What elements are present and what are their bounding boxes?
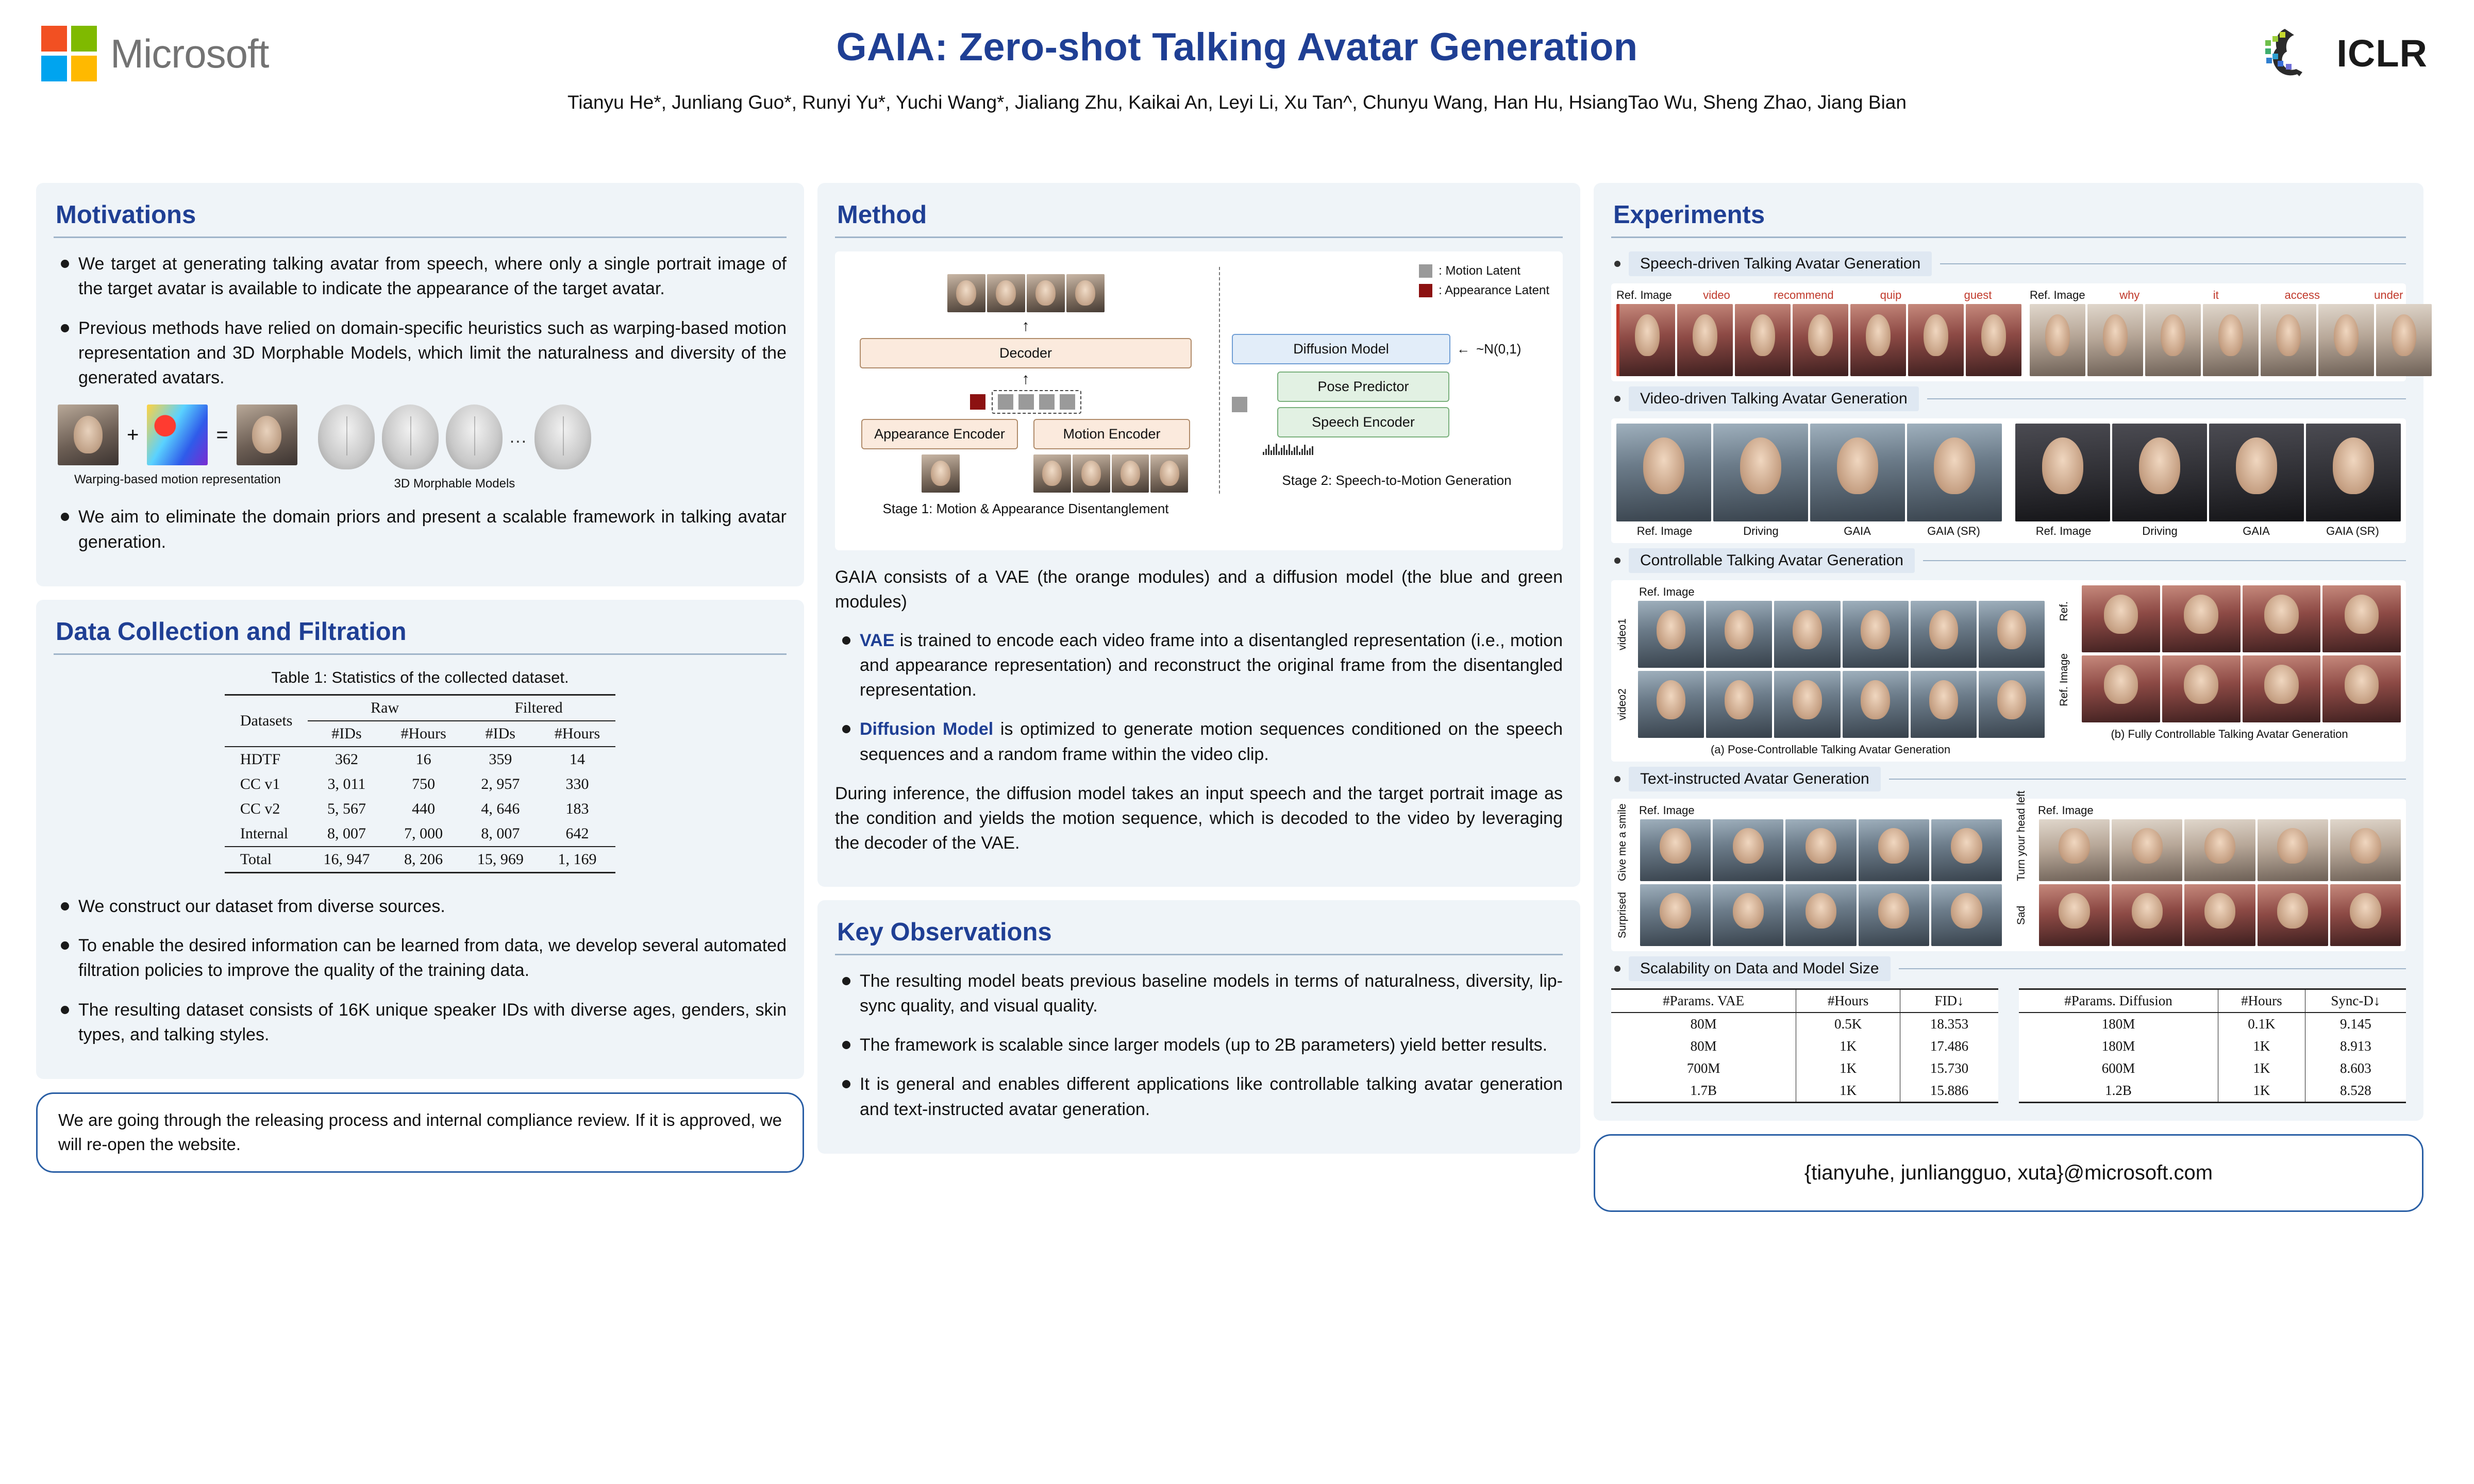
ref-image-label: Ref. Image — [2030, 289, 2085, 301]
subsection-label: Text-instructed Avatar Generation — [1629, 767, 1881, 791]
cell-total-label: Total — [225, 847, 308, 873]
cell-dataset: CC v1 — [240, 775, 280, 792]
row-label: video2 — [1616, 688, 1628, 720]
key-observations-panel — [817, 900, 1580, 1154]
col-label: Driving — [2142, 525, 2178, 537]
cell-syncd: 9.145 — [2305, 1013, 2406, 1035]
cell-fid: 15.730 — [1900, 1057, 1998, 1080]
motivations-panel — [36, 183, 804, 586]
word-label: quip — [1880, 289, 1902, 301]
col-params-vae: #Params. VAE — [1611, 989, 1796, 1013]
col-hours: #Hours — [1796, 989, 1900, 1013]
ref-image-label: Ref. Image — [2038, 804, 2094, 817]
morphable-caption: 3D Morphable Models — [394, 477, 515, 491]
cell-flt-hours: 14 — [539, 747, 615, 772]
ref-image-label: Ref. Image — [1639, 585, 1695, 598]
frame-row — [2030, 304, 2432, 376]
table-row — [1611, 1013, 1998, 1035]
list-item: We target at generating talking avatar from speech, where only a single portrait image of the target avatar is available to indicate the appearance of the target avatar. — [54, 251, 787, 301]
cell-hours: 1K — [2218, 1057, 2305, 1080]
cell-hours: 1K — [1796, 1035, 1900, 1057]
appearance-encoder-block: Appearance Encoder — [861, 419, 1018, 449]
page-title: GAIA: Zero-shot Talking Avatar Generation — [836, 25, 1638, 69]
table-row — [225, 772, 615, 797]
frame-row — [1640, 819, 2002, 881]
right-column — [1594, 183, 2423, 1212]
microsoft-logo — [41, 26, 269, 81]
cell-hours: 1K — [2218, 1035, 2305, 1057]
cell-syncd: 8.603 — [2305, 1057, 2406, 1080]
cell-total-raw-hours: 8, 206 — [385, 847, 461, 873]
cell-params: 600M — [2101, 1060, 2135, 1076]
method-intro: GAIA consists of a VAE (the orange modules) and a diffusion model (the blue and green modules) — [835, 567, 1563, 612]
method-closing: During inference, the diffusion model takes an input speech and the target portrait image as the condition and yields the motion sequence, which is decoded to the video by leveraging the decoder of the VAE. — [835, 783, 1563, 853]
col-label: Ref. Image — [2035, 525, 2092, 537]
speech-encoder-block: Speech Encoder — [1277, 407, 1449, 437]
motion-latent-icon — [1232, 397, 1247, 412]
cell-params: 1.7B — [1611, 1080, 1796, 1103]
list-item: To enable the desired information can be learned from data, we develop several automated filtration policies to improve the quality of the training data. — [54, 933, 787, 983]
word-label: guest — [1964, 289, 1992, 301]
encoders-row — [845, 419, 1206, 449]
col-raw-hours: #Hours — [400, 724, 446, 742]
cell-flt-ids: 2, 957 — [481, 775, 520, 792]
author-list: Tianyu He*, Junliang Guo*, Runyi Yu*, Yuchi Wang*, Jialiang Zhu, Kaikai An, Leyi Li, Xu Tan^, Chunyu Wang, Han Hu, HsiangTao Wu, Sheng Zhao, Jiang Bian — [567, 92, 1907, 113]
col-label: Driving — [1743, 525, 1779, 537]
motion-latent-sequence — [992, 390, 1081, 414]
cell-hours: 1K — [1796, 1080, 1900, 1103]
col-hours: #Hours — [2218, 989, 2305, 1013]
cell-hours: 0.5K — [1796, 1013, 1900, 1035]
title-block — [567, 25, 1907, 115]
contact-email: {tianyuhe, junliangguo, xuta}@microsoft.com — [1804, 1161, 2213, 1184]
list-item: It is general and enables different applications like controllable talking avatar generation and text-instructed avatar generation. — [835, 1072, 1563, 1122]
morphable-figure — [318, 404, 591, 491]
table-row — [1611, 1035, 1998, 1057]
table-total-row — [225, 847, 615, 873]
stage1-area — [845, 274, 1206, 517]
frame-row — [1638, 601, 2045, 668]
source-face-image — [58, 404, 119, 465]
poster-body — [0, 183, 2474, 1212]
divider — [54, 653, 787, 655]
stage1-caption: Stage 1: Motion & Appearance Disentanglement — [882, 501, 1169, 516]
col-datasets: Datasets — [225, 695, 308, 747]
key-observations-bullets — [835, 969, 1563, 1122]
table-row — [225, 747, 615, 772]
release-note-text: We are going through the releasing process and internal compliance review. If it is approved, we will re-open the website. — [58, 1110, 782, 1154]
ref-image-label: Ref. Image — [2058, 653, 2070, 706]
arrow-up-icon: ↑ — [1022, 317, 1030, 334]
cell-flt-hours: 330 — [565, 775, 589, 792]
appearance-latent-icon — [970, 394, 985, 410]
table-row — [1611, 1057, 1998, 1080]
appearance-latent-swatch-icon — [1419, 284, 1432, 297]
pose-predictor-block: Pose Predictor — [1277, 372, 1449, 402]
list-item: We construct our dataset from diverse sources. — [54, 894, 787, 919]
word-label: video — [1703, 289, 1730, 301]
diffusion-model-block: Diffusion Model — [1232, 334, 1450, 364]
list-item — [835, 628, 1563, 703]
cell-syncd: 8.528 — [2305, 1080, 2406, 1103]
input-frames-row — [845, 454, 1206, 493]
col-label: Ref. Image — [1636, 525, 1693, 537]
cell-params: 700M — [1686, 1060, 1720, 1076]
iclr-logo — [2262, 25, 2428, 81]
table-row — [2019, 1013, 2406, 1035]
table-row — [2019, 1035, 2406, 1057]
row-label: video1 — [1616, 618, 1628, 650]
scalability-tables — [1611, 988, 2406, 1103]
subsection-controllable — [1614, 548, 2406, 573]
word-label: access — [2284, 289, 2320, 301]
subsection-label: Speech-driven Talking Avatar Generation — [1629, 251, 1932, 276]
cell-fid: 18.353 — [1900, 1013, 1998, 1035]
text-instructed-figure — [1611, 790, 2406, 951]
noise-label: ~N(0,1) — [1476, 341, 1522, 357]
diffusion-desc: is optimized to generate motion sequences conditioned on the speech sequences and a random frame within the video clip. — [860, 719, 1563, 764]
method-diagram — [835, 251, 1563, 550]
key-observations-title: Key Observations — [837, 918, 1052, 946]
figure-caption-a: (a) Pose-Controllable Talking Avatar Generation — [1710, 743, 1951, 756]
row-label: Sad — [2015, 905, 2027, 925]
iclr-mark-icon — [2262, 25, 2324, 81]
cell-total-flt-hours: 1, 169 — [539, 847, 615, 873]
table-row — [1611, 1080, 1998, 1103]
equals-sign: = — [216, 423, 228, 446]
decoder-block: Decoder — [860, 338, 1192, 368]
motivations-bullets — [54, 251, 787, 390]
cell-raw-hours: 440 — [412, 800, 436, 817]
table-row — [225, 797, 615, 821]
diffusion-label: Diffusion Model — [860, 719, 994, 739]
ellipsis: ... — [509, 427, 528, 447]
row-label: Turn your head left — [2015, 790, 2027, 881]
cell-hours: 0.1K — [2218, 1013, 2305, 1035]
latent-row — [845, 390, 1206, 414]
cell-raw-ids: 8, 007 — [327, 824, 366, 842]
experiments-panel — [1594, 183, 2423, 1121]
contact-panel — [1594, 1134, 2423, 1212]
col-filtered: Filtered — [462, 695, 615, 721]
ref-label-top: Ref. — [2058, 601, 2070, 621]
method-bullets — [835, 628, 1563, 767]
cell-raw-hours: 750 — [412, 775, 436, 792]
flow-field-image — [147, 404, 208, 465]
data-collection-panel — [36, 600, 804, 1079]
table-row — [225, 821, 615, 847]
cell-params: 180M — [2101, 1038, 2135, 1054]
frame-row — [1640, 884, 2002, 946]
subsection-label: Video-driven Talking Avatar Generation — [1629, 386, 1919, 411]
motivations-title: Motivations — [56, 201, 196, 229]
table-header-row — [225, 695, 615, 721]
legend-motion-label: : Motion Latent — [1439, 264, 1520, 278]
cell-flt-ids: 4, 646 — [481, 800, 520, 817]
poster-header — [0, 0, 2474, 170]
divider — [1611, 237, 2406, 238]
word-label: recommend — [1774, 289, 1834, 301]
row-label: Give me a smile — [1616, 803, 1628, 881]
cell-hours: 1K — [1796, 1057, 1900, 1080]
left-column — [36, 183, 804, 1173]
vae-desc: is trained to encode each video frame into a disentangled representation (i.e., motion and appearance representation) and reconstruct the original frame from the disentangled representation. — [860, 630, 1563, 700]
cell-params: 80M — [1690, 1016, 1717, 1032]
col-flt-hours: #Hours — [554, 724, 600, 742]
col-label: GAIA — [2243, 525, 2270, 537]
stage2-area — [1232, 334, 1562, 488]
divider — [835, 954, 1563, 955]
cell-total-flt-ids: 15, 969 — [462, 847, 539, 873]
divider — [835, 237, 1563, 238]
vae-label: VAE — [860, 630, 895, 650]
experiments-title: Experiments — [1613, 201, 1765, 229]
cell-params: 1.2B — [2019, 1080, 2218, 1103]
col-raw-ids: #IDs — [331, 724, 362, 742]
cell-dataset: HDTF — [225, 747, 308, 772]
col-raw: Raw — [308, 695, 461, 721]
list-item: The resulting dataset consists of 16K unique speaker IDs with diverse ages, genders, skin types, and talking styles. — [54, 998, 787, 1048]
data-collection-title: Data Collection and Filtration — [56, 617, 407, 646]
plus-sign: + — [127, 423, 139, 446]
col-params-diffusion: #Params. Diffusion — [2019, 989, 2218, 1013]
table-row — [2019, 1057, 2406, 1080]
col-label: GAIA (SR) — [2326, 525, 2379, 537]
cell-params: 180M — [2101, 1016, 2135, 1032]
frame-row — [1616, 424, 2002, 521]
motion-encoder-block: Motion Encoder — [1033, 419, 1190, 449]
cell-params: 80M — [1690, 1038, 1717, 1054]
microsoft-squares-icon — [41, 26, 97, 81]
warping-figure — [58, 404, 297, 487]
col-syncd: Sync-D↓ — [2305, 989, 2406, 1013]
divider — [54, 237, 787, 238]
ref-image-label: Ref. Image — [1616, 289, 1672, 301]
table-row — [2019, 1080, 2406, 1103]
frame-row — [1638, 671, 2045, 738]
data-collection-bullets — [54, 894, 787, 1047]
motivation-figure — [58, 404, 787, 491]
speech-waveform-icon — [1263, 444, 1562, 455]
cell-dataset: CC v2 — [240, 800, 280, 817]
list-item: The framework is scalable since larger models (up to 2B parameters) yield better results. — [835, 1033, 1563, 1057]
cell-raw-hours: 7, 000 — [404, 824, 443, 842]
motivations-bullets-2 — [54, 504, 787, 554]
decoded-frames-strip — [845, 274, 1206, 312]
video-driven-figure — [1611, 418, 2406, 543]
method-panel — [817, 183, 1580, 887]
noise-arrow-icon: ← — [1457, 341, 1470, 357]
cell-raw-hours: 16 — [385, 747, 461, 772]
col-fid: FID↓ — [1900, 989, 1998, 1013]
microsoft-wordmark: Microsoft — [110, 30, 269, 76]
cell-hours: 1K — [2218, 1080, 2305, 1103]
col-label: GAIA — [1844, 525, 1871, 537]
diagram-divider — [1219, 267, 1220, 494]
cell-syncd: 8.913 — [2305, 1035, 2406, 1057]
ref-image-label: Ref. Image — [1639, 804, 1695, 817]
method-title: Method — [837, 201, 927, 229]
list-item: We aim to eliminate the domain priors and present a scalable framework in talking avatar generation. — [54, 504, 787, 554]
row-label: Surprised — [1616, 892, 1628, 938]
release-note-panel — [36, 1092, 804, 1173]
arrow-up-icon: ↑ — [1022, 370, 1030, 387]
word-label: why — [2119, 289, 2140, 301]
controllable-figure — [1611, 580, 2406, 762]
motion-latent-swatch-icon — [1419, 264, 1432, 278]
list-item: The resulting model beats previous baseline models in terms of naturalness, diversity, lip-sync quality, and visual quality. — [835, 969, 1563, 1019]
subsection-video-driven — [1614, 386, 2406, 411]
subsection-label: Scalability on Data and Model Size — [1629, 956, 1891, 981]
frame-row — [2082, 585, 2401, 652]
dataset-statistics-table — [225, 694, 615, 873]
cell-dataset: Internal — [240, 824, 289, 842]
diagram-legend — [1419, 264, 1549, 303]
middle-column — [817, 183, 1580, 1154]
warped-face-image — [237, 404, 297, 465]
legend-appearance-label: : Appearance Latent — [1439, 283, 1549, 297]
table-header-row — [2019, 989, 2406, 1013]
morphable-face-1 — [318, 404, 375, 469]
subsection-scalability — [1614, 956, 2406, 981]
stage2-caption: Stage 2: Speech-to-Motion Generation — [1282, 473, 1512, 488]
table-caption: Table 1: Statistics of the collected dataset. — [271, 668, 569, 686]
cell-flt-ids: 359 — [462, 747, 539, 772]
cell-flt-hours: 642 — [565, 824, 589, 842]
frame-row — [2039, 819, 2401, 881]
table-header-row — [1611, 989, 1998, 1013]
cell-flt-ids: 8, 007 — [481, 824, 520, 842]
warping-caption: Warping-based motion representation — [74, 473, 281, 487]
frame-row — [2015, 424, 2401, 521]
cell-flt-hours: 183 — [565, 800, 589, 817]
cell-fid: 15.886 — [1900, 1080, 1998, 1103]
cell-raw-ids: 5, 567 — [327, 800, 366, 817]
list-item — [835, 717, 1563, 767]
word-label: it — [2213, 289, 2219, 301]
cell-raw-ids: 3, 011 — [327, 775, 366, 792]
col-label: GAIA (SR) — [1927, 525, 1980, 537]
subsection-label: Controllable Talking Avatar Generation — [1629, 548, 1915, 573]
word-label: under — [2374, 289, 2403, 301]
frame-row — [2082, 655, 2401, 722]
vae-scalability-table — [1611, 988, 1998, 1103]
figure-caption-b: (b) Fully Controllable Talking Avatar Generation — [2111, 728, 2348, 740]
morphable-face-4 — [534, 404, 591, 469]
morphable-face-2 — [382, 404, 439, 469]
subsection-speech-driven — [1614, 251, 2406, 276]
col-flt-ids: #IDs — [485, 724, 515, 742]
morphable-face-3 — [446, 404, 503, 469]
cell-raw-ids: 362 — [308, 747, 385, 772]
diffusion-scalability-table — [2019, 988, 2406, 1103]
subsection-text-instructed — [1614, 767, 2406, 791]
frame-row — [2039, 884, 2401, 946]
cell-total-raw-ids: 16, 947 — [308, 847, 385, 873]
speech-driven-figure — [1611, 283, 2406, 381]
frame-row — [1616, 304, 2021, 376]
cell-fid: 17.486 — [1900, 1035, 1998, 1057]
iclr-wordmark: ICLR — [2336, 31, 2428, 75]
list-item: Previous methods have relied on domain-specific heuristics such as warping-based motion representation and 3D Morphable Models, which limit the naturalness and diversity of the generated avatars. — [54, 316, 787, 391]
